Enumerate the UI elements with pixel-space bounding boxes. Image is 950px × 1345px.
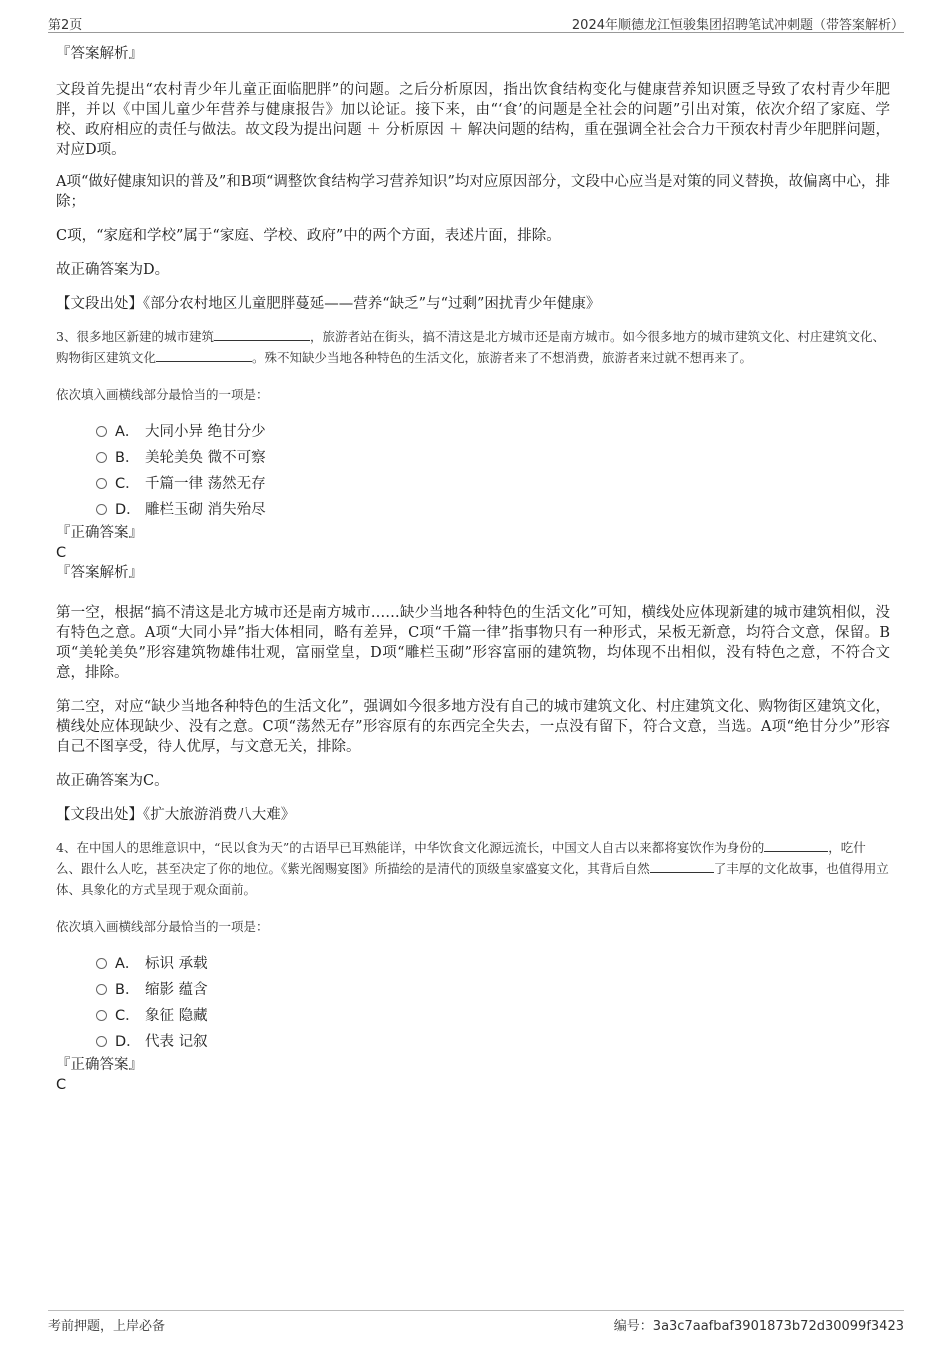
- q4-options: [96, 951, 890, 1055]
- q3-stem: 3、很多地区新建的城市建筑 ，旅游者站在街头，搞不清这是北方城市还是南方城市。如今很多地方的城市建筑文化、村庄建筑文化、购物街区建筑文化 。殊不知缺少当地各种特色的生活文化，旅游者来了不想消费，旅游者来过就不想再来了。: [56, 329, 885, 365]
- radio-icon[interactable]: [96, 958, 107, 969]
- page-header: [48, 12, 904, 33]
- q2-analysis-paragraph: C项，“家庭和学校”属于“家庭、学校、政府”中的两个方面，表述片面，排除。: [56, 228, 561, 244]
- q3-analysis-label: 『答案解析』: [56, 565, 143, 581]
- q3-option-a[interactable]: A． 大同小异 绝甘分少: [96, 419, 890, 445]
- q4-answer-label: 『正确答案』: [56, 1057, 143, 1073]
- radio-icon[interactable]: [96, 478, 107, 489]
- radio-icon[interactable]: [96, 452, 107, 463]
- q3-option-c[interactable]: C． 千篇一律 荡然无存: [96, 471, 890, 497]
- q3-option-b[interactable]: B． 美轮美奂 微不可察: [96, 445, 890, 471]
- q3-options: [96, 419, 890, 523]
- q4-option-a[interactable]: A． 标识 承载: [96, 951, 890, 977]
- q2-analysis-label: 『答案解析』: [56, 46, 143, 62]
- page-footer: [48, 1310, 904, 1334]
- footer-slogan: 考前押题，上岸必备: [48, 1319, 166, 1334]
- q4-prompt: 依次填入画横线部分最恰当的一项是：: [56, 919, 269, 934]
- radio-icon[interactable]: [96, 984, 107, 995]
- blank-line: [650, 860, 714, 873]
- q3-prompt: 依次填入画横线部分最恰当的一项是：: [56, 387, 269, 402]
- q4-option-c[interactable]: C． 象征 隐藏: [96, 1003, 890, 1029]
- blank-line: [214, 328, 310, 341]
- q2-analysis-paragraph: A项“做好健康知识的普及”和B项“调整饮食结构学习营养知识”均对应原因部分，文段中心应当是对策的同义替换，故偏离中心，排除；: [56, 174, 890, 210]
- blank-line: [156, 349, 252, 362]
- main-content: [56, 44, 890, 1095]
- q3-answer: C: [56, 545, 67, 561]
- document-id: 编号：3a3c7aafbaf3901873b72d30099f3423: [613, 1319, 904, 1334]
- document-title: 2024年顺德龙江恒骏集团招聘笔试冲刺题（带答案解析）: [571, 18, 904, 33]
- q4-answer: C: [56, 1077, 67, 1093]
- q4-option-b[interactable]: B． 缩影 蕴含: [96, 977, 890, 1003]
- radio-icon[interactable]: [96, 1036, 107, 1047]
- radio-icon[interactable]: [96, 426, 107, 437]
- q4-option-d[interactable]: D． 代表 记叙: [96, 1029, 890, 1055]
- radio-icon[interactable]: [96, 504, 107, 515]
- blank-line: [764, 839, 828, 852]
- q3-option-d[interactable]: D． 雕栏玉砌 消失殆尽: [96, 497, 890, 523]
- page-number: 第2页: [48, 18, 83, 33]
- q3-source: 【文段出处】《扩大旅游消费八大难》: [56, 807, 296, 823]
- q2-source: 【文段出处】《部分农村地区儿童肥胖蔓延——营养“缺乏”与“过剩”困扰青少年健康》: [56, 296, 601, 312]
- q3-answer-label: 『正确答案』: [56, 525, 143, 541]
- q2-answer-statement: 故正确答案为D。: [56, 262, 170, 278]
- radio-icon[interactable]: [96, 1010, 107, 1021]
- q4-stem: 4、在中国人的思维意识中，“民以食为天”的古语早已耳熟能详，中华饮食文化源远流长，中国文人自古以来都将宴饮作为身份的 ，吃什么、跟什么人吃，甚至决定了你的地位。《紫光阁赐宴图》所描绘的是清代的顶级皇家盛宴文化，其背后自然 了丰厚的文化故事，也值得用立体、具象化的方式呈现于观众面前。: [56, 840, 889, 897]
- q3-answer-statement: 故正确答案为C。: [56, 773, 169, 789]
- q2-analysis-paragraph: 文段首先提出“农村青少年儿童正面临肥胖”的问题。之后分析原因，指出饮食结构变化与健康营养知识匮乏导致了农村青少年肥胖，并以《中国儿童少年营养与健康报告》加以论证。接下来，由“‘食’的问题是全社会的问题”引出对策，依次介绍了家庭、学校、政府相应的责任与做法。故文段为提出问题 ＋ 分析原因 ＋ 解决问题的结构，重在强调全社会合力干预农村青少年肥胖问题，对应D项。: [56, 82, 890, 158]
- q3-analysis-paragraph: 第二空，对应“缺少当地各种特色的生活文化”，强调如今很多地方没有自己的城市建筑文化、村庄建筑文化、购物街区建筑文化，横线处应体现缺少、没有之意。C项“荡然无存”形容原有的东西完全失去，一点没有留下，符合文意，当选。A项“绝甘分少”形容自己不图享受，待人优厚，与文意无关，排除。: [56, 699, 890, 755]
- q3-analysis-paragraph: 第一空，根据“搞不清这是北方城市还是南方城市……缺少当地各种特色的生活文化”可知，横线处应体现新建的城市建筑相似，没有特色之意。A项“大同小异”指大体相同，略有差异，C项“千篇一律”指事物只有一种形式，呆板无新意，均符合文意，保留。B项“美轮美奂”形容建筑物雄伟壮观，富丽堂皇，D项“雕栏玉砌”形容富丽的建筑物，均体现不出相似，没有特色之意，不符合文意，排除。: [56, 605, 890, 681]
